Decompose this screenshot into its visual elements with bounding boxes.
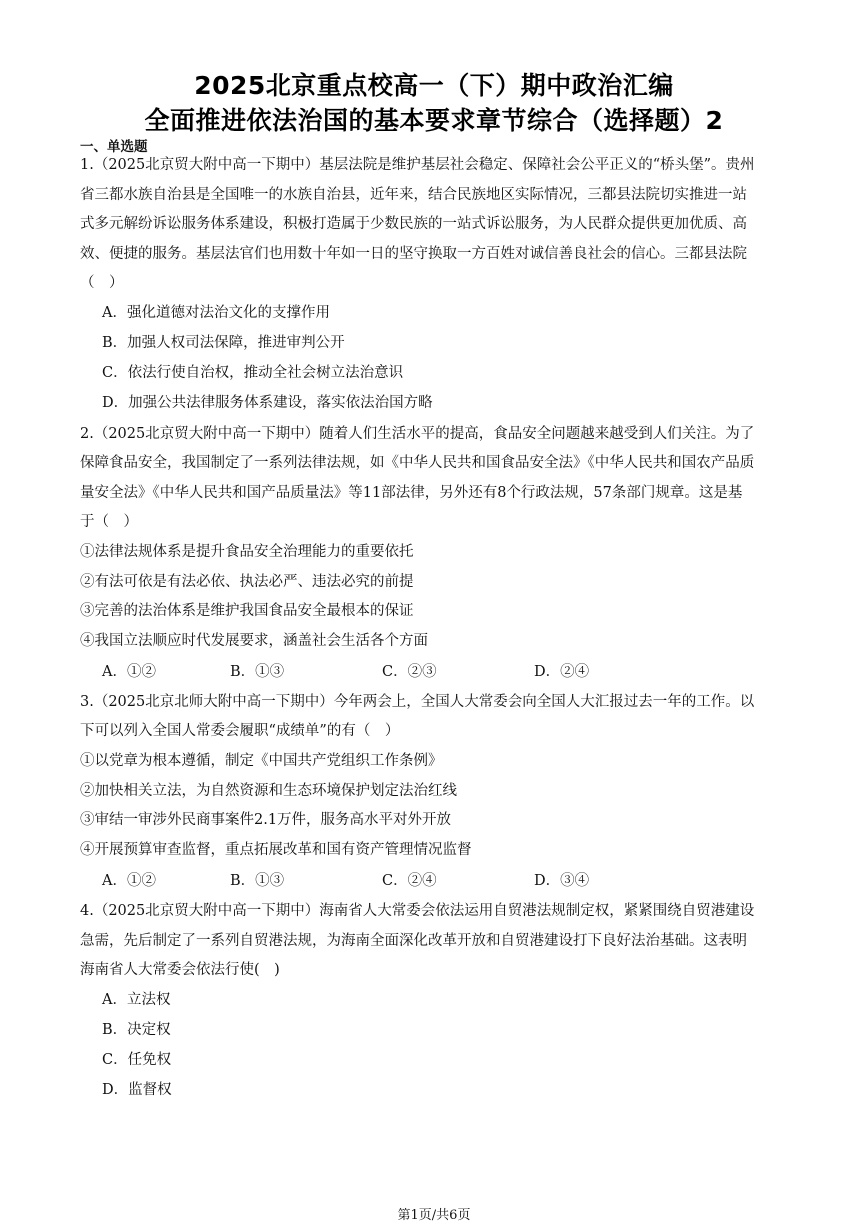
document-title: 2025北京重点校高一（下）期中政治汇编 bbox=[194, 71, 674, 100]
question-3-statement-2: ②加快相关立法，为自然资源和生态环境保护划定法治红线 bbox=[80, 783, 457, 799]
question-1-stem-line: 效、便捷的服务。基层法官们也用数十年如一日的坚守换取一方百姓对诚信善良社会的信心。三都县法院 bbox=[80, 246, 747, 262]
question-2-stem-line: 保障食品安全，我国制定了一系列法律法规，如《中华人民共和国食品安全法》《中华人民共和国农产品质 bbox=[80, 455, 755, 471]
question-1-option-c: C．依法行使自治权，推动全社会树立法治意识 bbox=[102, 365, 404, 381]
question-2-option-d: D．②④ bbox=[534, 664, 590, 680]
question-1-stem-line: （ ） bbox=[80, 275, 124, 291]
question-4-option-c: C．任免权 bbox=[102, 1052, 172, 1068]
question-4-option-d: D．监督权 bbox=[102, 1082, 172, 1098]
question-1-stem-line: 省三都水族自治县是全国唯一的水族自治县，近年来，结合民族地区实际情况，三都县法院切实推进一站 bbox=[80, 187, 747, 203]
document-subtitle: 全面推进依法治国的基本要求章节综合（选择题）2 bbox=[144, 106, 724, 135]
question-4-stem-line: 海南省人大常委会依法行使( ) bbox=[80, 962, 280, 978]
section-heading: 一、单选题 bbox=[80, 139, 148, 155]
question-3-statement-4: ④开展预算审查监督，重点拓展改革和国有资产管理情况监督 bbox=[80, 842, 472, 858]
question-1-option-b: B．加强人权司法保障，推进审判公开 bbox=[102, 335, 345, 351]
question-3-stem-line: 下可以列入全国人常委会履职“成绩单”的有（ ） bbox=[80, 723, 400, 739]
question-3-stem-line: 3.（2025北京北师大附中高一下期中）今年两会上，全国人大常委会向全国人大汇报过去一年的工作。以 bbox=[80, 694, 755, 710]
question-2-statement-2: ②有法可依是有法必依、执法必严、违法必究的前提 bbox=[80, 574, 414, 590]
question-4-option-b: B．决定权 bbox=[102, 1022, 171, 1038]
question-3-statement-3: ③审结一审涉外民商事案件2.1万件，服务高水平对外开放 bbox=[80, 812, 452, 828]
question-3-option-d: D．③④ bbox=[534, 873, 590, 889]
question-2-option-c: C．②③ bbox=[382, 664, 437, 680]
question-4-stem-line: 急需，先后制定了一系列自贸港法规，为海南全面深化改革开放和自贸港建设打下良好法治基础。这表明 bbox=[80, 933, 747, 949]
question-2-statement-1: ①法律法规体系是提升食品安全治理能力的重要依托 bbox=[80, 544, 414, 560]
question-2-statement-4: ④我国立法顺应时代发展要求，涵盖社会生活各个方面 bbox=[80, 633, 428, 649]
question-3-option-b: B．①③ bbox=[230, 873, 285, 889]
question-1-option-d: D．加强公共法律服务体系建设，落实依法治国方略 bbox=[102, 395, 433, 411]
question-2-stem-line: 2.（2025北京贸大附中高一下期中）随着人们生活水平的提高，食品安全问题越来越受到人们关注。为了 bbox=[80, 426, 755, 442]
question-2-statement-3: ③完善的法治体系是维护我国食品安全最根本的保证 bbox=[80, 603, 414, 619]
page-number: 第1页/共6页 bbox=[397, 1208, 471, 1223]
question-2-option-b: B．①③ bbox=[230, 664, 285, 680]
question-3-option-a: A．①② bbox=[102, 873, 156, 889]
question-2-option-a: A．①② bbox=[102, 664, 156, 680]
question-4-option-a: A．立法权 bbox=[102, 992, 171, 1008]
question-2-stem-line: 量安全法》《中华人民共和国产品质量法》等11部法律，另外还有8个行政法规，57条部门规章。这是基 bbox=[80, 485, 743, 501]
question-1-option-a: A．强化道德对法治文化的支撑作用 bbox=[102, 305, 330, 321]
question-4-stem-line: 4.（2025北京贸大附中高一下期中）海南省人大常委会依法运用自贸港法规制定权，紧紧围绕自贸港建设 bbox=[80, 903, 755, 919]
question-1-stem-line: 1.（2025北京贸大附中高一下期中）基层法院是维护基层社会稳定、保障社会公平正义的“桥头堡”。贵州 bbox=[80, 157, 755, 173]
question-3-statement-1: ①以党章为根本遵循，制定《中国共产党组织工作条例》 bbox=[80, 753, 443, 769]
question-3-option-c: C．②④ bbox=[382, 873, 437, 889]
question-1-stem-line: 式多元解纷诉讼服务体系建设，积极打造属于少数民族的一站式诉讼服务，为人民群众提供更加优质、高 bbox=[80, 216, 747, 232]
question-2-stem-line: 于（ ） bbox=[80, 514, 138, 530]
